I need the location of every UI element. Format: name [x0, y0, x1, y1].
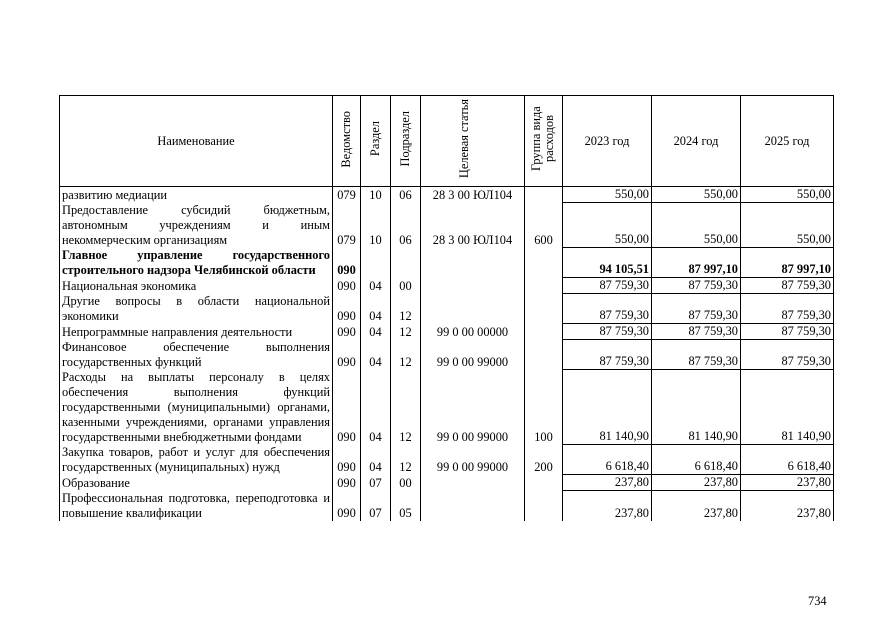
cell-2023: 94 105,51: [563, 248, 652, 278]
cell-2023: 81 140,90: [563, 370, 652, 445]
cell-podrazdel: 06: [391, 187, 421, 203]
cell-2024: 81 140,90: [652, 370, 741, 445]
cell-razdel: 04: [361, 340, 391, 370]
cell-celevaya-statya: [421, 248, 525, 278]
cell-name: Образование: [60, 475, 333, 491]
cell-gruppa-vida: 600: [525, 203, 563, 248]
table-row: [60, 491, 834, 521]
cell-2024: 87 759,30: [652, 294, 741, 324]
page-number: 734: [808, 594, 827, 608]
table-row: [60, 324, 834, 340]
cell-podrazdel: 12: [391, 294, 421, 324]
cell-2024: 87 759,30: [652, 340, 741, 370]
budget-table: [59, 95, 834, 521]
cell-podrazdel: 12: [391, 324, 421, 340]
header-2025: 2025 год: [741, 96, 834, 187]
table-header-row: [60, 96, 834, 187]
cell-celevaya-statya: 99 0 00 99000: [421, 340, 525, 370]
cell-vedomstvo: 090: [333, 340, 361, 370]
cell-celevaya-statya: [421, 491, 525, 521]
table-row: [60, 370, 834, 445]
cell-vedomstvo: 079: [333, 187, 361, 203]
cell-2024: 87 759,30: [652, 278, 741, 294]
cell-2023: 550,00: [563, 203, 652, 248]
cell-name: Национальная экономика: [60, 278, 333, 294]
cell-2024: 87 997,10: [652, 248, 741, 278]
cell-gruppa-vida: [525, 340, 563, 370]
cell-name: Непрограммные направления деятельности: [60, 324, 333, 340]
cell-name: Предоставление субсидий бюджетным, автономным учреждениям и иным некоммерческим организациям: [60, 203, 333, 248]
cell-podrazdel: 00: [391, 475, 421, 491]
cell-podrazdel: 06: [391, 203, 421, 248]
cell-celevaya-statya: 28 3 00 ЮЛ104: [421, 187, 525, 203]
table-row: [60, 278, 834, 294]
cell-2023: 87 759,30: [563, 340, 652, 370]
cell-razdel: 04: [361, 294, 391, 324]
cell-name: Финансовое обеспечение выполнения государственных функций: [60, 340, 333, 370]
header-razdel: Раздел: [361, 96, 391, 187]
cell-podrazdel: 12: [391, 445, 421, 475]
cell-2025: 87 759,30: [741, 294, 834, 324]
cell-gruppa-vida: [525, 491, 563, 521]
cell-razdel: 04: [361, 278, 391, 294]
header-name: Наименование: [60, 96, 333, 187]
cell-razdel: 07: [361, 491, 391, 521]
cell-2025: 87 759,30: [741, 324, 834, 340]
cell-razdel: 10: [361, 187, 391, 203]
cell-2025: 6 618,40: [741, 445, 834, 475]
cell-razdel: 07: [361, 475, 391, 491]
cell-2024: 550,00: [652, 187, 741, 203]
cell-celevaya-statya: 99 0 00 99000: [421, 370, 525, 445]
cell-2024: 237,80: [652, 475, 741, 491]
table-row: [60, 248, 834, 278]
cell-2025: 87 759,30: [741, 278, 834, 294]
cell-2025: 550,00: [741, 187, 834, 203]
cell-2025: 237,80: [741, 491, 834, 521]
cell-vedomstvo: 090: [333, 294, 361, 324]
cell-podrazdel: 00: [391, 278, 421, 294]
table-row: [60, 340, 834, 370]
header-2023: 2023 год: [563, 96, 652, 187]
cell-vedomstvo: 090: [333, 370, 361, 445]
cell-razdel: 10: [361, 203, 391, 248]
cell-vedomstvo: 090: [333, 445, 361, 475]
cell-vedomstvo: 090: [333, 491, 361, 521]
cell-celevaya-statya: 99 0 00 99000: [421, 445, 525, 475]
cell-2024: 237,80: [652, 491, 741, 521]
cell-2024: 550,00: [652, 203, 741, 248]
table-body: [60, 187, 834, 521]
cell-celevaya-statya: 28 3 00 ЮЛ104: [421, 203, 525, 248]
table-row: [60, 203, 834, 248]
cell-razdel: [361, 248, 391, 278]
cell-gruppa-vida: [525, 278, 563, 294]
cell-2023: 550,00: [563, 187, 652, 203]
cell-razdel: 04: [361, 370, 391, 445]
cell-vedomstvo: 090: [333, 278, 361, 294]
cell-2024: 87 759,30: [652, 324, 741, 340]
cell-razdel: 04: [361, 445, 391, 475]
cell-gruppa-vida: 100: [525, 370, 563, 445]
header-gruppa-vida-rashodov: Группа вида расходов: [525, 96, 563, 187]
cell-celevaya-statya: [421, 278, 525, 294]
header-celevaya-statya: Целевая статья: [421, 96, 525, 187]
cell-name: развитию медиации: [60, 187, 333, 203]
table-row: [60, 445, 834, 475]
cell-gruppa-vida: [525, 248, 563, 278]
cell-podrazdel: 12: [391, 340, 421, 370]
cell-razdel: 04: [361, 324, 391, 340]
cell-podrazdel: 12: [391, 370, 421, 445]
cell-2023: 237,80: [563, 475, 652, 491]
cell-podrazdel: [391, 248, 421, 278]
cell-celevaya-statya: 99 0 00 00000: [421, 324, 525, 340]
cell-2024: 6 618,40: [652, 445, 741, 475]
table-row: [60, 187, 834, 203]
cell-vedomstvo: 090: [333, 248, 361, 278]
cell-name: Закупка товаров, работ и услуг для обеспечения государственных (муниципальных) нужд: [60, 445, 333, 475]
cell-vedomstvo: 090: [333, 324, 361, 340]
cell-2023: 87 759,30: [563, 324, 652, 340]
cell-name: Другие вопросы в области национальной экономики: [60, 294, 333, 324]
cell-name: Главное управление государственного строительного надзора Челябинской области: [60, 248, 333, 278]
cell-gruppa-vida: [525, 324, 563, 340]
cell-celevaya-statya: [421, 294, 525, 324]
cell-2025: 550,00: [741, 203, 834, 248]
cell-name: Профессиональная подготовка, переподготовка и повышение квалификации: [60, 491, 333, 521]
cell-vedomstvo: 090: [333, 475, 361, 491]
cell-2025: 87 759,30: [741, 340, 834, 370]
cell-gruppa-vida: [525, 294, 563, 324]
cell-name: Расходы на выплаты персоналу в целях обеспечения выполнения функций государственными (муниципальными) органами, казенными учреждениями, органами управления государственными внебюджетными фондами: [60, 370, 333, 445]
cell-vedomstvo: 079: [333, 203, 361, 248]
cell-2023: 237,80: [563, 491, 652, 521]
header-vedomstvo: Ведомство: [333, 96, 361, 187]
cell-podrazdel: 05: [391, 491, 421, 521]
cell-2025: 87 997,10: [741, 248, 834, 278]
table-row: [60, 294, 834, 324]
cell-2023: 6 618,40: [563, 445, 652, 475]
cell-2025: 81 140,90: [741, 370, 834, 445]
table-row: [60, 475, 834, 491]
cell-gruppa-vida: [525, 187, 563, 203]
cell-celevaya-statya: [421, 475, 525, 491]
header-2024: 2024 год: [652, 96, 741, 187]
cell-2025: 237,80: [741, 475, 834, 491]
cell-gruppa-vida: 200: [525, 445, 563, 475]
cell-2023: 87 759,30: [563, 278, 652, 294]
cell-2023: 87 759,30: [563, 294, 652, 324]
header-podrazdel: Подраздел: [391, 96, 421, 187]
cell-gruppa-vida: [525, 475, 563, 491]
